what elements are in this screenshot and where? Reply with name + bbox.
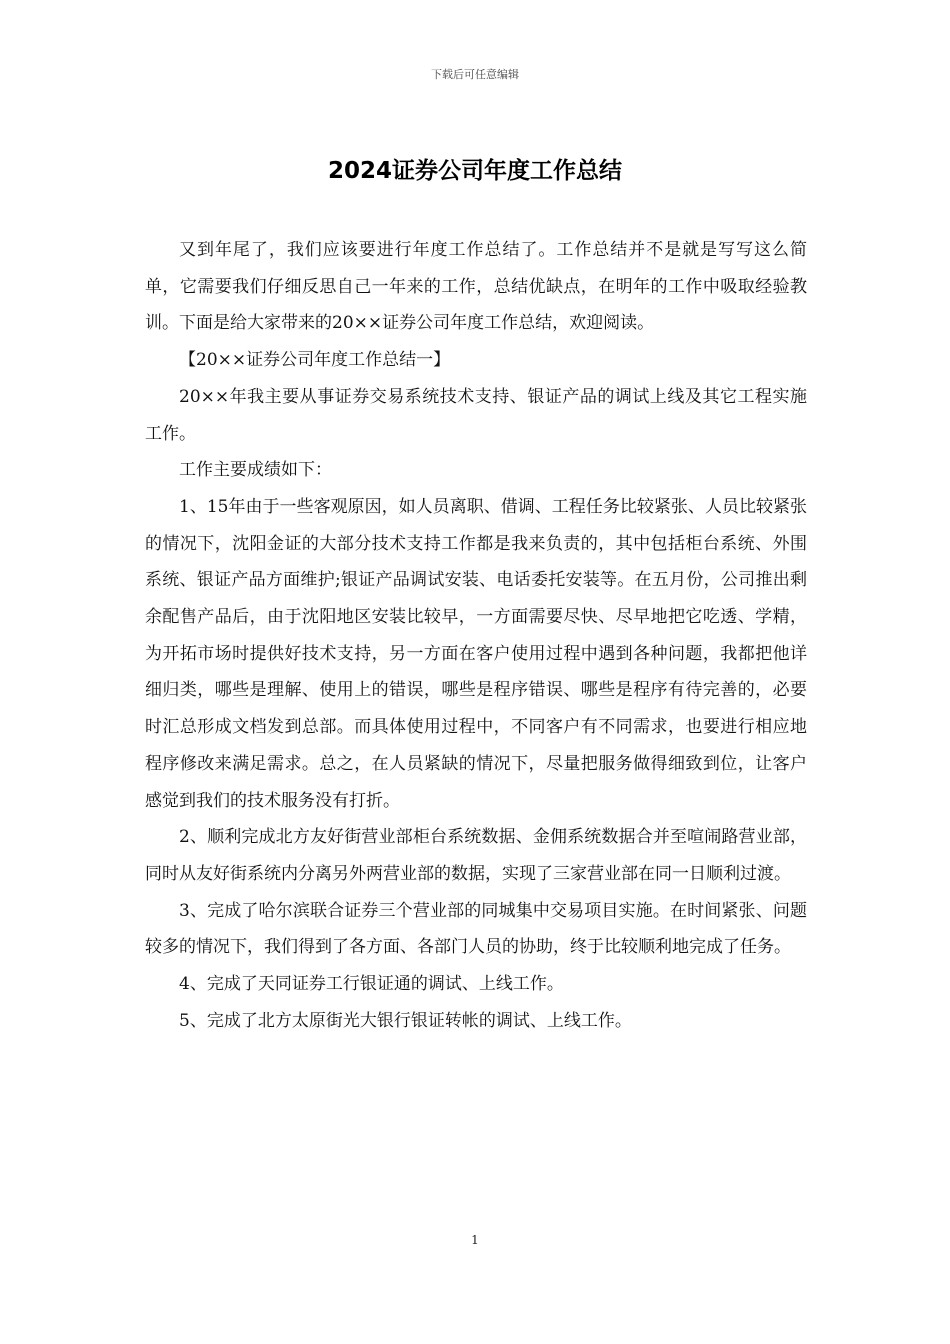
overview-paragraph: 20××年我主要从事证券交易系统技术支持、银证产品的调试上线及其它工程实施工作。 — [145, 386, 807, 444]
achievement-item-1: 1、15年由于一些客观原因，如人员离职、借调、工程任务比较紧张、人员比较紧张的情况下，沈阳金证的大部分技术支持工作都是我来负责的，其中包括柜台系统、外围系统、银证产品方面维护;银证产品调试安装、电话委托安装等。在五月份，公司推出剩余配售产品后，由于沈阳地区安装比较早，一方面需要尽快、尽早地把它吃透、学精，为开拓市场时提供好技术支持，另一方面在客户使用过程中遇到各种问题，我都把他详细归类，哪些是理解、使用上的错误，哪些是程序错误、哪些是程序有待完善的，必要时汇总形成文档发到总部。而具体使用过程中，不同客户有不同需求，也要进行相应地程序修改来满足需求。总之，在人员紧缺的情况下，尽量把服务做得细致到位，让客户感觉到我们的技术服务没有打折。 — [145, 496, 807, 811]
achievements-heading: 工作主要成绩如下： — [179, 460, 332, 481]
achievement-item-5: 5、完成了北方太原街光大银行银证转帐的调试、上线工作。 — [179, 1010, 632, 1031]
section-heading: 【20××证券公司年度工作总结一】 — [179, 350, 451, 371]
document-body — [145, 232, 807, 1039]
header-note: 下载后可任意编辑 — [431, 68, 519, 81]
achievement-item-2: 2、顺利完成北方友好街营业部柜台系统数据、金佣系统数据合并至喧闹路营业部，同时从友好街系统内分离另外两营业部的数据，实现了三家营业部在同一日顺利过渡。 — [145, 827, 807, 884]
achievement-item-4: 4、完成了天同证券工行银证通的调试、上线工作。 — [179, 974, 564, 995]
page-number: 1 — [471, 1233, 479, 1247]
achievement-item-3: 3、完成了哈尔滨联合证券三个营业部的同城集中交易项目实施。在时间紧张、问题较多的情况下，我们得到了各方面、各部门人员的协助，终于比较顺利地完成了任务。 — [145, 900, 807, 958]
intro-paragraph: 又到年尾了，我们应该要进行年度工作总结了。工作总结并不是就是写写这么简单，它需要我们仔细反思自己一年来的工作，总结优缺点，在明年的工作中吸取经验教训。下面是给大家带来的20××证券公司年度工作总结，欢迎阅读。 — [145, 240, 807, 334]
document-title: 2024证券公司年度工作总结 — [327, 158, 622, 184]
